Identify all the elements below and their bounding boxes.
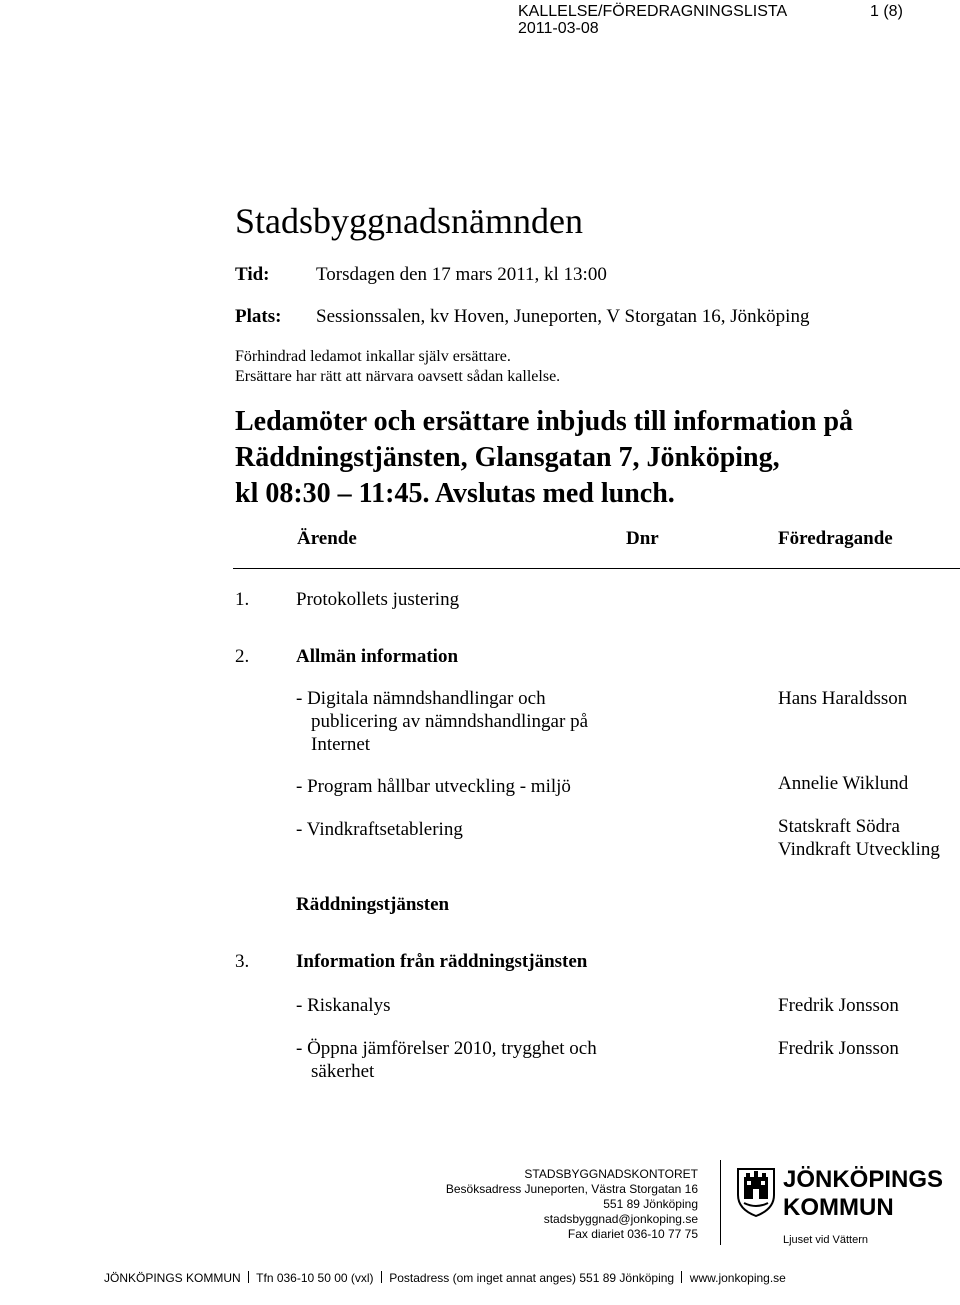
office-email[interactable]: stadsbyggnad@jonkoping.se — [543, 1212, 698, 1226]
announcement-line-2: Räddningstjänsten, Glansgatan 7, Jönköping, — [235, 442, 780, 473]
place-value: Sessionssalen, kv Hoven, Juneporten, V Storgatan 16, Jönköping — [316, 306, 810, 327]
item-3-number: 3. — [235, 951, 250, 972]
item-3-sub-2-line-1: - Öppna jämförelser 2010, trygghet och — [296, 1038, 597, 1059]
item-3-sub-2-presenter: Fredrik Jonsson — [778, 1038, 899, 1059]
footer-postal: Postadress (om inget annat anges) 551 89 Jönköping — [389, 1271, 675, 1285]
coat-of-arms-icon — [736, 1167, 776, 1217]
logo-text-line-2: KOMMUN — [783, 1194, 894, 1221]
item-2-sub-2: - Program hållbar utveckling - miljö — [296, 776, 571, 797]
footer-divider-vertical — [720, 1160, 721, 1245]
item-1-title: Protokollets justering — [296, 589, 460, 610]
office-fax: Fax diariet 036-10 77 75 — [567, 1227, 698, 1241]
item-2-sub-3-presenter-line-1: Statskraft Södra — [778, 816, 900, 837]
logo-text-line-1: JÖNKÖPINGS — [783, 1166, 944, 1193]
announcement-line-3: kl 08:30 – 11:45. Avslutas med lunch. — [235, 478, 675, 509]
document-type: KALLELSE/FÖREDRAGNINGSLISTA — [518, 3, 788, 20]
item-2-sub-1-presenter: Hans Haraldsson — [778, 688, 908, 709]
item-2-number: 2. — [235, 646, 250, 667]
column-header-arende: Ärende — [297, 528, 357, 549]
page-number: 1 (8) — [870, 3, 903, 20]
item-3-title: Information från räddningstjänsten — [296, 951, 588, 972]
item-2-sub-3: - Vindkraftsetablering — [296, 819, 463, 840]
item-3-sub-1-presenter: Fredrik Jonsson — [778, 995, 899, 1016]
section-heading: Räddningstjänsten — [296, 894, 450, 915]
item-3-sub-2-line-2: säkerhet — [311, 1061, 375, 1082]
item-2-sub-2-presenter: Annelie Wiklund — [778, 773, 909, 794]
footer-phone: Tfn 036-10 50 00 (vxl) — [256, 1271, 374, 1285]
time-label: Tid: — [235, 264, 270, 285]
place-label: Plats: — [235, 306, 282, 327]
page-title: Stadsbyggnadsnämnden — [235, 201, 583, 241]
item-2-title: Allmän information — [296, 646, 459, 667]
item-2-sub-1-line-1: - Digitala nämndshandlingar och — [296, 688, 546, 709]
time-value: Torsdagen den 17 mars 2011, kl 13:00 — [316, 264, 607, 285]
office-name: STADSBYGGNADSKONTORET — [524, 1167, 698, 1181]
item-2-sub-3-presenter-line-2: Vindkraft Utveckling — [778, 839, 940, 860]
item-2-sub-1-line-3: Internet — [311, 734, 371, 755]
footer-web-link[interactable]: www.jonkoping.se — [689, 1271, 786, 1285]
column-header-foredragande: Föredragande — [778, 528, 893, 549]
logo-tagline: Ljuset vid Vättern — [783, 1234, 868, 1246]
footer-org: JÖNKÖPINGS KOMMUN — [104, 1271, 241, 1285]
footer-bar — [104, 1271, 786, 1285]
header-divider — [233, 568, 960, 569]
office-postal: 551 89 Jönköping — [603, 1197, 698, 1211]
note-attendance: Ersättare har rätt att närvara oavsett sådan kallelse. — [235, 368, 561, 385]
item-1-number: 1. — [235, 589, 250, 610]
announcement-line-1: Ledamöter och ersättare inbjuds till information på — [235, 406, 854, 437]
column-header-dnr: Dnr — [626, 528, 659, 549]
document-date: 2011-03-08 — [518, 20, 599, 37]
office-visit-address: Besöksadress Juneporten, Västra Storgatan 16 — [445, 1182, 698, 1196]
office-address — [430, 1167, 698, 1242]
note-substitute: Förhindrad ledamot inkallar själv ersättare. — [235, 348, 511, 365]
item-3-sub-1: - Riskanalys — [296, 995, 391, 1016]
item-2-sub-1-line-2: publicering av nämndshandlingar på — [311, 711, 589, 732]
